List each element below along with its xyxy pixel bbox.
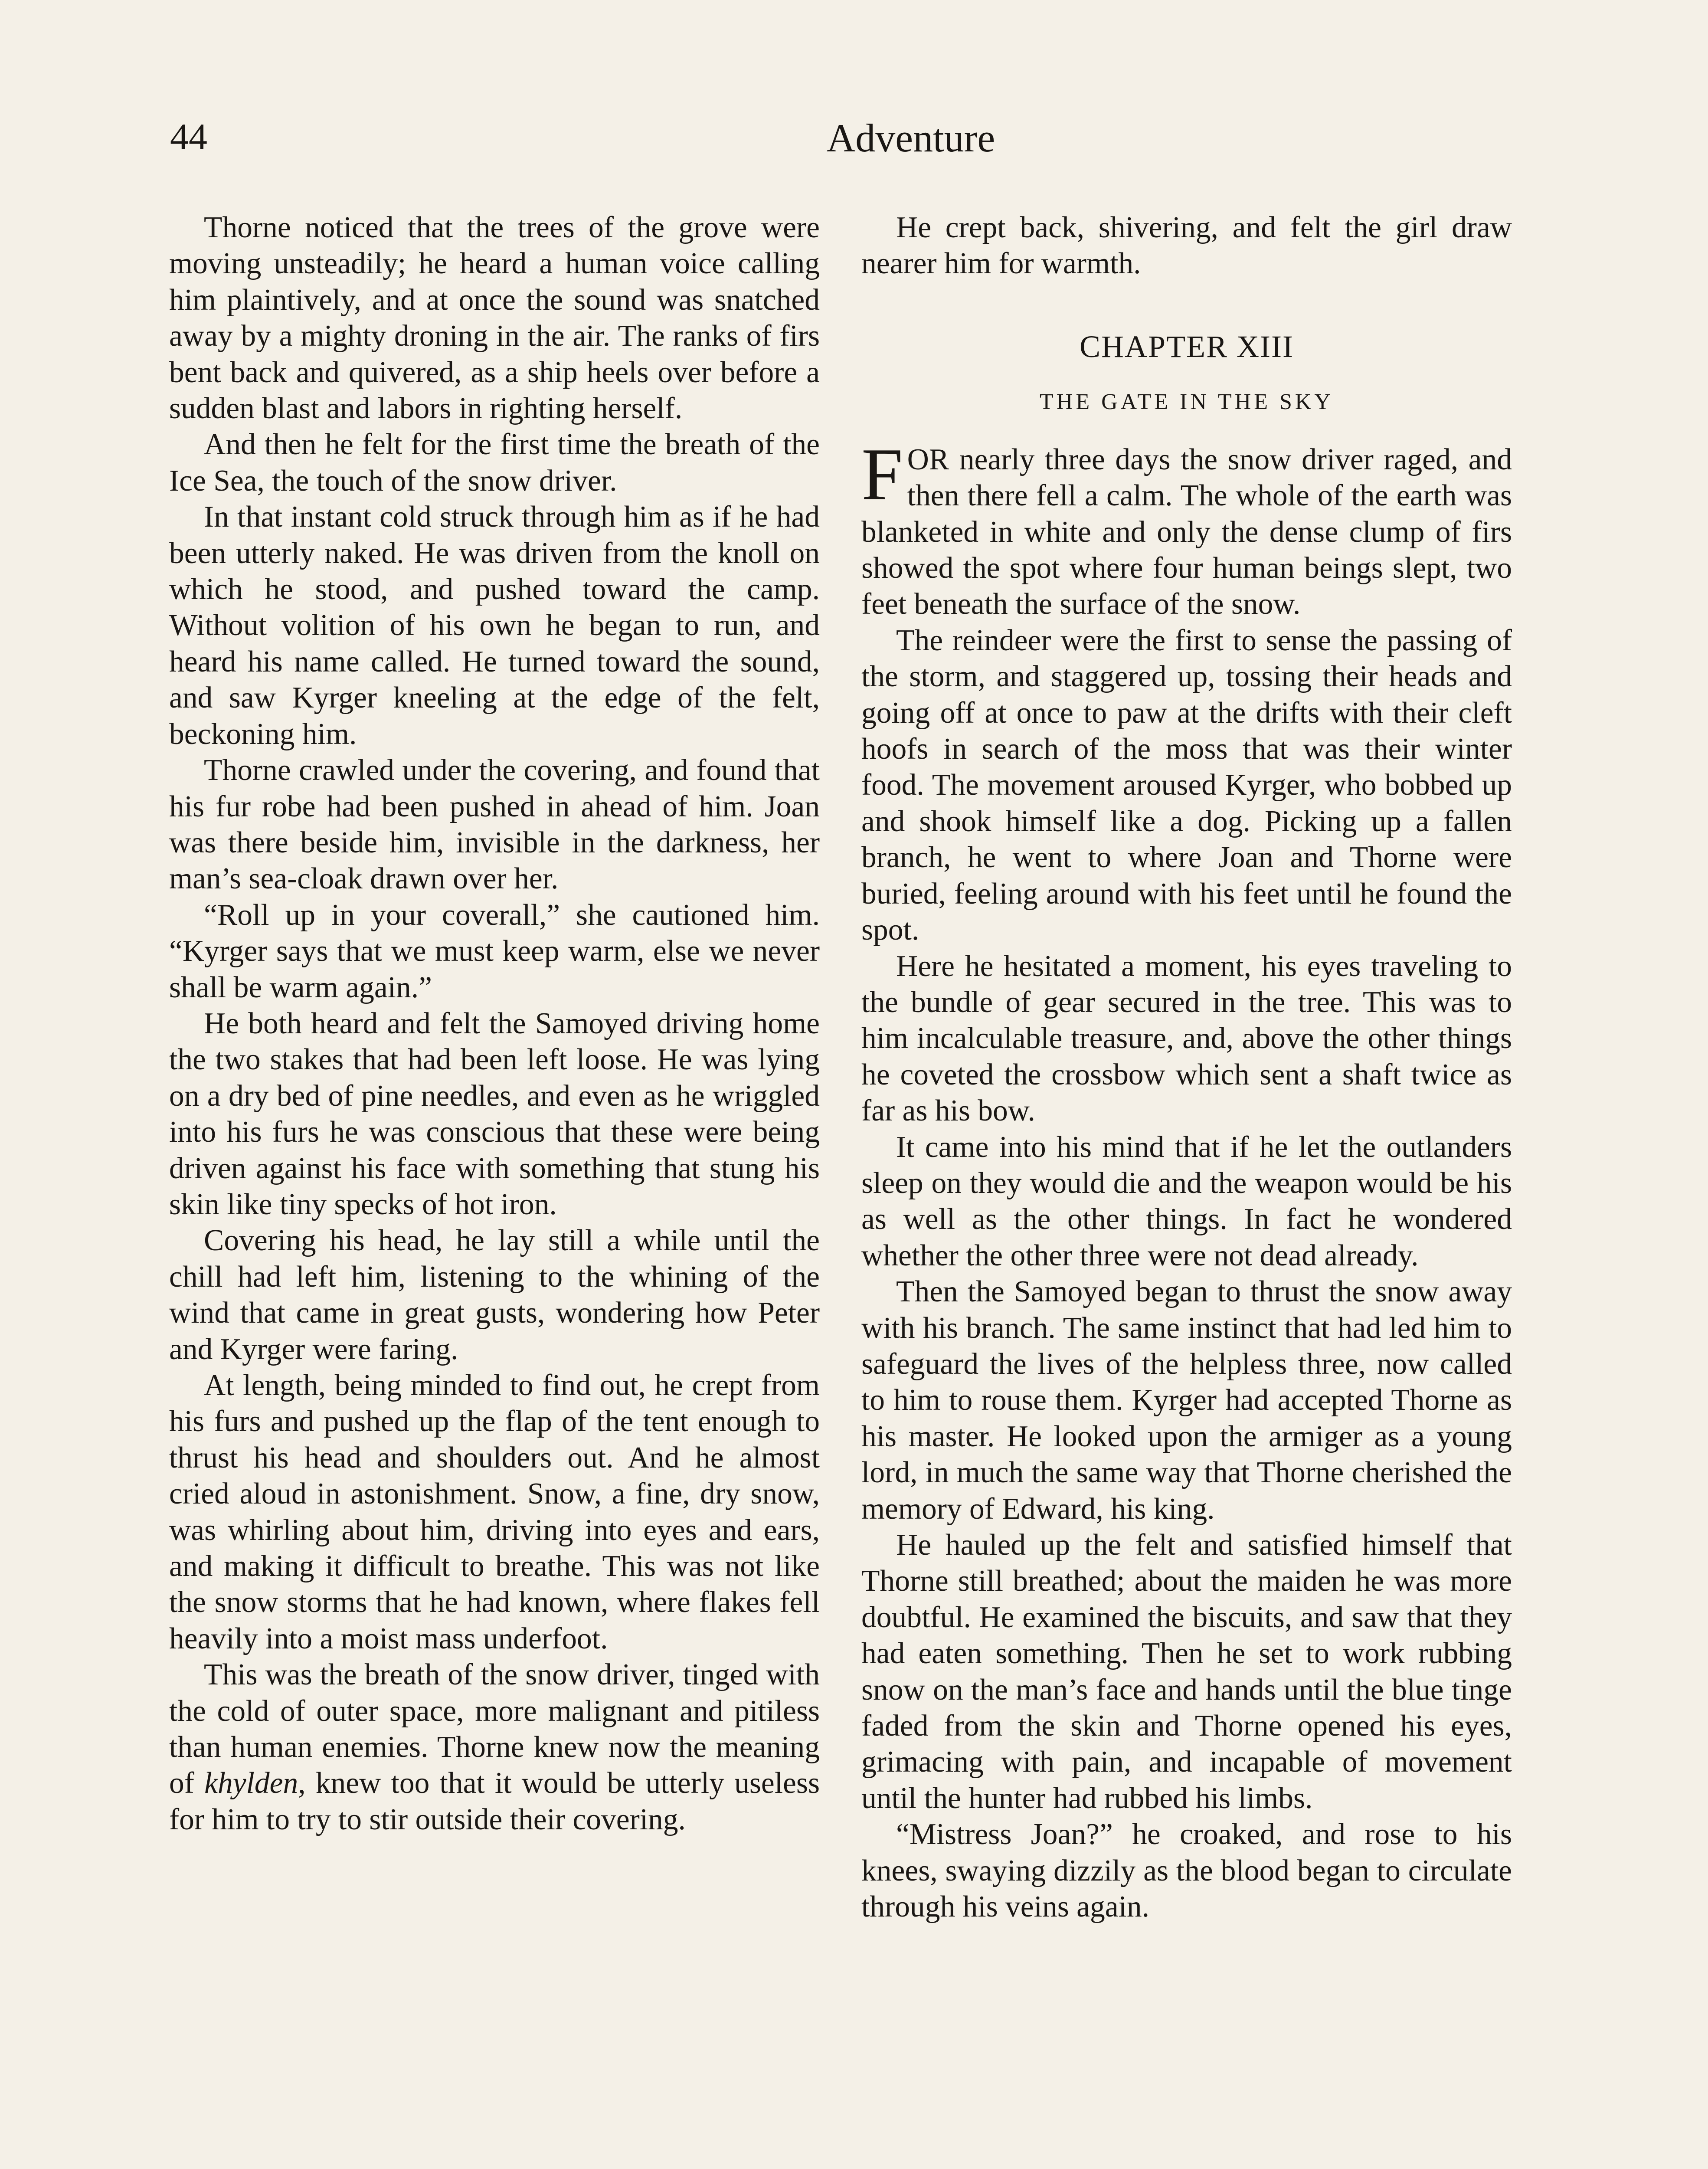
chapter-subtitle: THE GATE IN THE SKY [1040, 389, 1334, 414]
paragraph: The reindeer were the first to sense the passing of the storm, and staggered up, tossing their heads and going off at once to paw at the drifts with their cleft hoofs in search of the moss that was their winter food. The movement aroused Kyrger, who bobbed up and shook himself like a dog. Picking up a fallen branch, he went to where Joan and Thorne were buried, feeling around with his feet until he found the spot. [861, 623, 1512, 947]
drop-cap: F [861, 433, 903, 516]
paragraph: Here he hesitated a moment, his eyes traveling to the bundle of gear secured in the tree. This was to him incalculable treasure, and, above the other things he coveted the crossbow which sent a shaft twice as far as his bow. [861, 949, 1512, 1128]
paragraph-last [169, 1657, 820, 1838]
paragraph-text: , knew too that it would be utterly useless for him to try to stir outside their covering. [169, 1766, 820, 1836]
italic-word: khylden [204, 1766, 298, 1800]
paragraph-text: nearly three days the snow driver raged, and then there fell a calm. The whole of the earth was blanketed in white and only the dense clump of firs showed the spot where four human beings slept, two feet beneath the surface of the snow. [861, 442, 1512, 621]
paragraph: In that instant cold struck through him as if he had been utterly naked. He was driven from the knoll on which he stood, and pushed toward the camp. Without volition of his own he began to run, and heard his name called. He turned toward the sound, and saw Kyrger kneeling at the edge of the felt, beckoning him. [169, 500, 820, 751]
page-number: 44 [170, 116, 207, 157]
running-head: Adventure [826, 116, 995, 160]
chapter-title: CHAPTER XIII [1080, 329, 1294, 364]
paragraph: He both heard and felt the Samoyed driving home the two stakes that had been left loose. He was lying on a dry bed of pine needles, and even as he wriggled into his furs he was conscious that these were being driven against his face with something that stung his skin like tiny specks of hot iron. [169, 1006, 820, 1221]
paragraph: “Roll up in your coverall,” she cautioned him. “Kyrger says that we must keep warm, else we never shall be warm again.” [169, 898, 820, 1004]
paragraph: Then the Samoyed began to thrust the snow away with his branch. The same instinct that had led him to safeguard the lives of the helpless three, now called to him to rouse them. Kyrger had accepted Thorne as his master. He looked upon the armiger as a young lord, in much the same way that Thorne cherished the memory of Edward, his king. [861, 1275, 1512, 1526]
chapter-opening-paragraph [861, 433, 1512, 623]
paragraph: Thorne crawled under the covering, and found that his fur robe had been pushed in ahead of him. Joan was there beside him, invisible in the darkness, her man’s sea-cloak drawn over her. [169, 754, 820, 896]
paragraph: At length, being minded to find out, he crept from his furs and pushed up the flap of the tent enough to thrust his head and shoulders out. And he almost cried aloud in astonishment. Snow, a fine, dry snow, was whirling about him, driving into eyes and ears, and making it difficult to breathe. This was not like the snow storms that he had known, where flakes fell heavily into a moist mass underfoot. [169, 1369, 820, 1655]
opening-small-caps: OR [907, 442, 949, 476]
paragraph-text: This was the breath of the snow driver, tinged with the cold of outer space, more malignant and pitiless than human enemies. Thorne knew now the meaning of [169, 1658, 820, 1800]
paragraph: He crept back, shivering, and felt the girl draw nearer him for warmth. [861, 211, 1512, 281]
left-column [169, 210, 820, 1838]
paragraph: Thorne noticed that the trees of the grove were moving unsteadily; he heard a human voice calling him plaintively, and at once the sound was snatched away by a mighty droning in the air. The ranks of firs bent back and quivered, as a ship heels over before a sudden blast and labors in righting herself. [169, 211, 820, 426]
paragraph: Covering his head, he lay still a while until the chill had left him, listening to the whining of the wind that came in great gusts, wondering how Peter and Kyrger were faring. [169, 1224, 820, 1366]
paragraph: And then he felt for the first time the breath of the Ice Sea, the touch of the snow driver. [169, 428, 820, 498]
paragraph: He hauled up the felt and satisfied himself that Thorne still breathed; about the maiden he was more doubtful. He examined the biscuits, and saw that they had eaten something. Then he set to work rubbing snow on the man’s face and hands until the blue tinge faded from the skin and Thorne opened his eyes, grimacing with pain, and incapable of movement until the hunter had rubbed his limbs. [861, 1528, 1512, 1815]
paragraph: “Mistress Joan?” he croaked, and rose to his knees, swaying dizzily as the blood began to circulate through his veins again. [861, 1818, 1512, 1924]
right-column [861, 210, 1512, 1925]
paragraph: It came into his mind that if he let the outlanders sleep on they would die and the weapon would be his as well as the other things. In fact he wondered whether the other three were not dead already. [861, 1130, 1512, 1272]
